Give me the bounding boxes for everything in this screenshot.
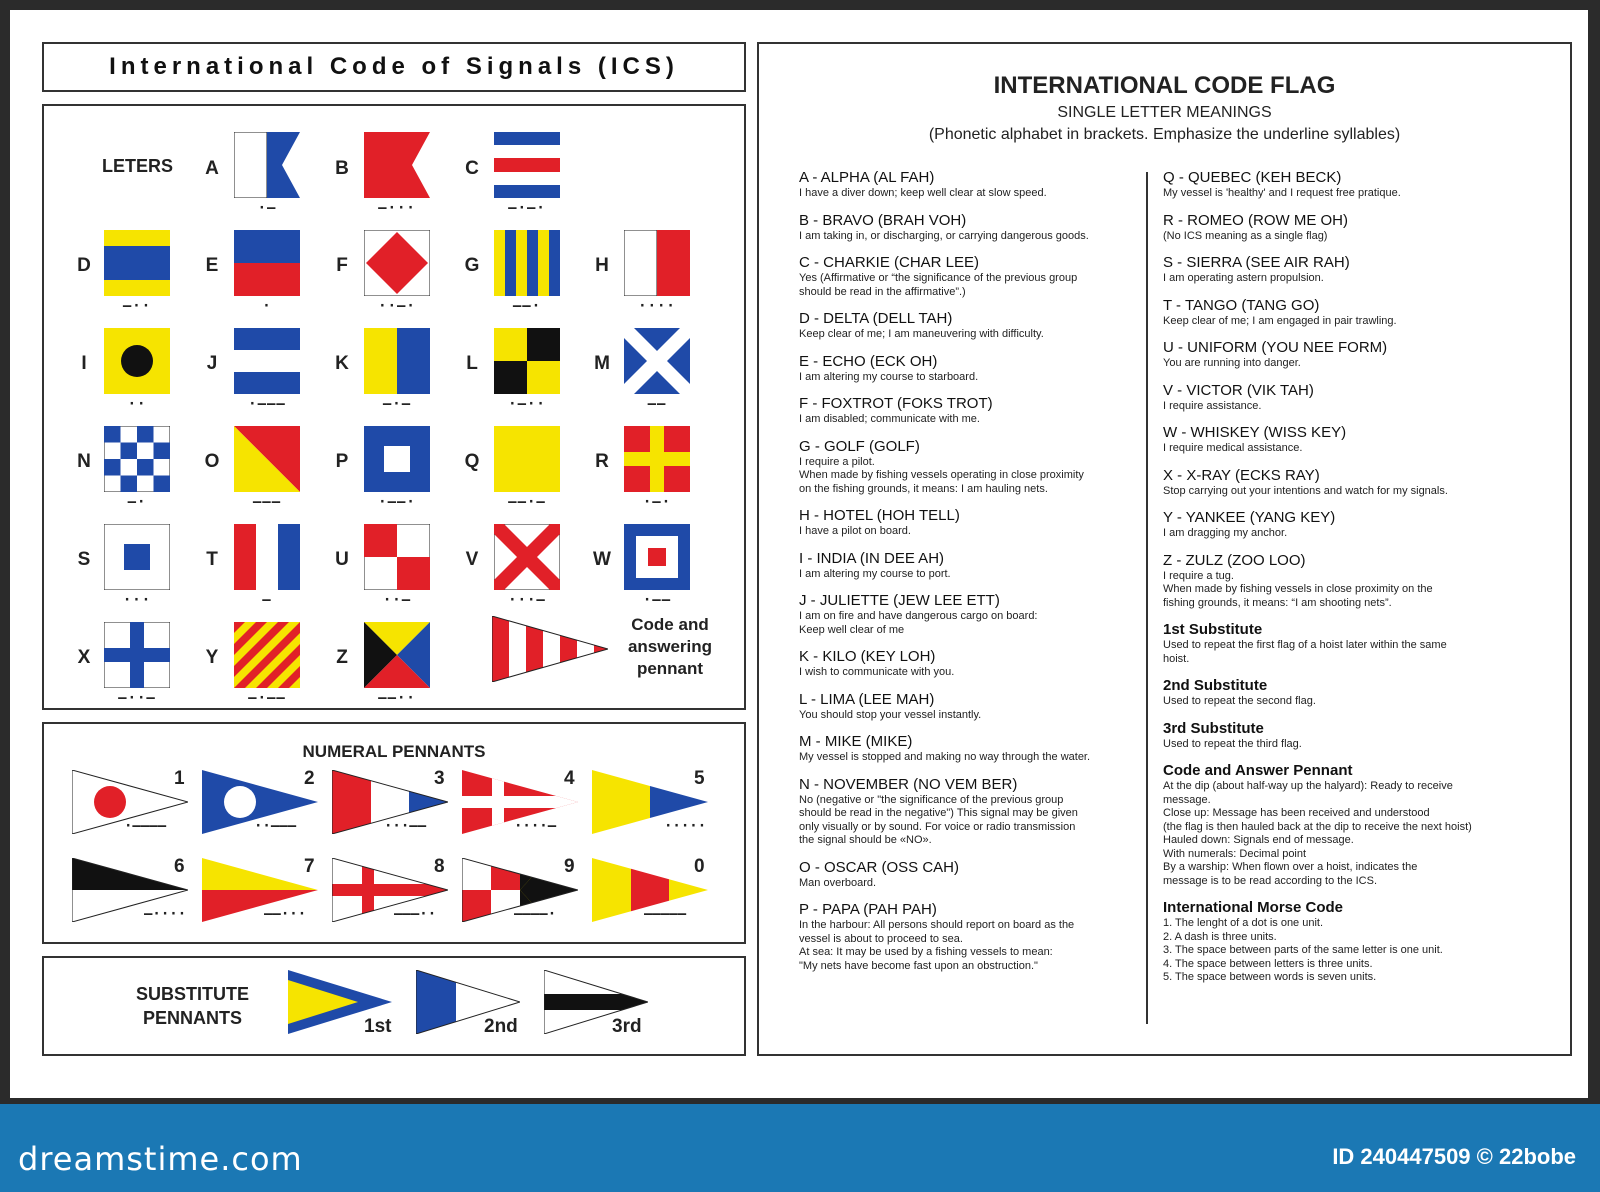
meaning-entry xyxy=(1163,253,1528,286)
pennant-6-morse: –···· xyxy=(144,906,187,922)
meaning-description-line: the signal should be «NO». xyxy=(799,834,932,846)
flag-yankee-icon xyxy=(234,622,300,688)
flag-golf-icon xyxy=(494,230,560,296)
flag-letter-c: C xyxy=(465,158,479,179)
chart-sheet xyxy=(10,10,1588,1098)
meaning-heading: H - HOTEL (HOH TELL) xyxy=(799,507,960,524)
brand-logo: dreamstime.com xyxy=(18,1140,303,1178)
morse-v: ···– xyxy=(508,592,546,608)
flag-letter-x: X xyxy=(77,647,91,668)
meaning-entry xyxy=(1163,620,1528,666)
meaning-description-line: I am disabled; communicate with me. xyxy=(799,413,980,425)
pennant-2-morse: ··––– xyxy=(254,818,297,834)
meaning-description-line: No (negative or "the significance of the previous group xyxy=(799,793,1064,806)
flag-quebec-icon xyxy=(494,426,560,492)
numeral-pennants-panel xyxy=(42,722,746,944)
morse-l: ·–·· xyxy=(508,396,546,412)
flag-tango-icon xyxy=(234,524,300,590)
meaning-heading: T - TANGO (TANG GO) xyxy=(1163,296,1320,314)
code-answering-pennant-icon xyxy=(492,616,608,682)
footer-bar xyxy=(0,1104,1600,1192)
meaning-entry xyxy=(799,211,1139,244)
flag-foxtrot-icon xyxy=(364,230,430,296)
flag-kilo-icon xyxy=(364,328,430,394)
flag-letter-g: G xyxy=(464,255,480,276)
meaning-entry xyxy=(1163,676,1528,709)
meaning-heading: 1st Substitute xyxy=(1163,621,1263,638)
meaning-heading: Y - YANKEE (YANG KEY) xyxy=(1163,509,1336,526)
meaning-description-line: I wish to communicate with you. xyxy=(799,666,955,678)
flag-juliett-icon xyxy=(234,328,300,394)
meaning-entry xyxy=(799,900,1139,973)
morse-f: ··–· xyxy=(378,298,416,314)
meaning-entry xyxy=(1163,423,1528,456)
meanings-panel xyxy=(757,42,1572,1056)
flag-november-icon xyxy=(104,426,170,492)
meaning-heading: K - KILO (KEY LOH) xyxy=(799,648,936,665)
pennant-5-number: 5 xyxy=(694,768,705,789)
letters-label: LETERS xyxy=(102,156,174,176)
meaning-heading: I - INDIA (IN DEE AH) xyxy=(799,549,945,567)
meaning-entry xyxy=(1163,719,1528,752)
substitute-1-label: 1st xyxy=(364,1016,392,1037)
meaning-description-line: Yes (Affirmative or “the significance of the previous group xyxy=(799,272,1078,284)
flag-letter-l: L xyxy=(466,353,478,374)
meaning-description-line: Keep well clear of me xyxy=(799,623,905,636)
meaning-description-line: on the fishing grounds, it means: I am hauling nets. xyxy=(799,482,1048,495)
meaning-heading: A - ALPHA (AL FAH) xyxy=(799,169,935,186)
meaning-entry xyxy=(1163,338,1528,371)
substitute-pennants-panel xyxy=(42,956,746,1056)
flag-delta-icon xyxy=(104,230,170,296)
morse-m: –– xyxy=(647,396,667,412)
pennant-4-morse: ····– xyxy=(514,818,557,834)
meaning-entry xyxy=(799,352,1139,385)
pennant-3-number: 3 xyxy=(434,768,445,789)
meaning-description-line: 1. The lenght of a dot is one unit. xyxy=(1163,917,1324,929)
meaning-heading: Z - ZULZ (ZOO LOO) xyxy=(1163,551,1306,569)
substitute-label-line2: PENNANTS xyxy=(143,1008,243,1028)
pennant-5-morse: ····· xyxy=(664,818,707,834)
pennant-4-number: 4 xyxy=(564,768,575,789)
pennant-0-morse: ––––– xyxy=(644,906,687,922)
meaning-description-line: I require medical assistance. xyxy=(1163,442,1303,454)
meaning-description-line: My vessel is stopped and making no way through the water. xyxy=(799,751,1091,763)
meanings-title: INTERNATIONAL CODE FLAG xyxy=(993,72,1336,99)
meaning-entry xyxy=(1163,551,1528,611)
meaning-description-line: 2. A dash is three units. xyxy=(1163,930,1277,943)
morse-i: ·· xyxy=(127,396,147,412)
pennant-6-number: 6 xyxy=(174,856,185,877)
meaning-description-line: hoist. xyxy=(1163,652,1190,665)
flag-oscar-icon xyxy=(234,426,300,492)
meaning-entry xyxy=(799,775,1139,848)
meaning-heading: O - OSCAR (OSS CAH) xyxy=(799,858,960,876)
meaning-description-line: 5. The space between words is seven units. xyxy=(1163,971,1377,983)
flag-letter-j: J xyxy=(206,353,218,374)
substitute-3-label: 3rd xyxy=(612,1016,642,1037)
flag-letter-k: K xyxy=(335,353,349,374)
meaning-heading: G - GOLF (GOLF) xyxy=(799,437,920,455)
meaning-entry xyxy=(1163,761,1528,888)
flag-letter-o: O xyxy=(204,451,220,472)
pennant-9-morse: ––––· xyxy=(514,906,557,922)
meaning-heading: J - JULIETTE (JEW LEE ETT) xyxy=(799,592,1000,609)
meaning-heading: X - X-RAY (ECKS RAY) xyxy=(1163,466,1320,484)
flag-zulu-icon xyxy=(364,622,430,688)
meaning-entry xyxy=(1163,211,1528,244)
meaning-description-line: Keep clear of me; I am engaged in pair trawling. xyxy=(1163,314,1397,327)
meaning-heading: S - SIERRA (SEE AIR RAH) xyxy=(1163,254,1350,271)
flag-letter-t: T xyxy=(206,549,218,570)
meaning-description-line: 4. The space between letters is three units. xyxy=(1163,957,1373,970)
meaning-description-line: I am altering my course to starboard. xyxy=(799,370,979,383)
meaning-heading: E - ECHO (ECK OH) xyxy=(799,352,938,370)
morse-a: ·– xyxy=(257,200,277,216)
meaning-entry xyxy=(799,591,1139,637)
meaning-description-line: I am dragging my anchor. xyxy=(1163,527,1288,539)
flag-letter-m: M xyxy=(594,353,610,374)
meaning-description-line: By a warship: When flown over a hoist, indicates the xyxy=(1163,861,1418,873)
morse-y: –·–– xyxy=(248,690,286,706)
meaning-entry xyxy=(799,858,1139,891)
flag-charlie-icon xyxy=(494,132,560,198)
flag-hotel-icon xyxy=(624,230,690,296)
morse-w: ·–– xyxy=(642,592,672,608)
meanings-column-left xyxy=(799,168,1139,983)
morse-j: ·––– xyxy=(248,396,286,412)
pennant-8-morse: –––·· xyxy=(394,906,437,922)
meaning-description-line: At the dip (about half-way up the halyard): Ready to receive xyxy=(1163,780,1453,792)
morse-z: ––·· xyxy=(378,690,416,706)
meaning-description-line: Used to repeat the first flag of a hoist later within the same xyxy=(1163,639,1447,651)
flag-uniform-icon xyxy=(364,524,430,590)
flag-letter-f: F xyxy=(336,255,348,276)
meaning-entry xyxy=(799,168,1139,201)
meaning-description-line: In the harbour: All persons should report on board as the xyxy=(799,919,1075,931)
pennant-7-morse: ––··· xyxy=(264,906,307,922)
meaning-heading: P - PAPA (PAH PAH) xyxy=(799,901,937,918)
meaning-description-line: When made by fishing vessels operating in close proximity xyxy=(799,469,1084,481)
flag-letter-p: P xyxy=(335,451,349,472)
morse-e: · xyxy=(262,298,272,314)
meaning-description-line: only visually or by sound. For voice or radio transmission xyxy=(799,820,1076,833)
morse-q: ––·– xyxy=(508,494,546,510)
meaning-heading: R - ROMEO (ROW ME OH) xyxy=(1163,211,1348,229)
meaning-description-line: You are running into danger. xyxy=(1163,357,1301,369)
meaning-heading: B - BRAVO (BRAH VOH) xyxy=(799,211,967,229)
meaning-entry xyxy=(1163,296,1528,329)
meaning-entry xyxy=(799,253,1139,299)
meaning-heading: D - DELTA (DELL TAH) xyxy=(799,310,953,327)
meaning-description-line: You should stop your vessel instantly. xyxy=(799,708,982,721)
meanings-subtitle: SINGLE LETTER MEANINGS xyxy=(1057,104,1272,121)
morse-g: ––· xyxy=(512,298,542,314)
meaning-entry xyxy=(1163,168,1528,201)
meaning-description-line: I am operating astern propulsion. xyxy=(1163,272,1324,284)
substitute-pennants-label xyxy=(136,982,249,1030)
morse-h: ···· xyxy=(638,298,676,314)
meaning-description-line: I am altering my course to port. xyxy=(799,567,951,580)
morse-r: ·–· xyxy=(642,494,672,510)
flag-letter-s: S xyxy=(77,549,91,570)
meaning-description-line: I require assistance. xyxy=(1163,399,1262,412)
pennant-8-number: 8 xyxy=(434,856,445,877)
image-id: ID 240447509 © 22bobe xyxy=(1332,1144,1576,1169)
meaning-description-line: Used to repeat the third flag. xyxy=(1163,737,1302,750)
morse-b: –··· xyxy=(378,200,416,216)
meaning-heading: L - LIMA (LEE MAH) xyxy=(799,690,935,708)
flag-echo-icon xyxy=(234,230,300,296)
meaning-description-line: should be read in the affirmative”.) xyxy=(799,285,966,298)
meaning-description-line: I require a pilot. xyxy=(799,455,875,468)
substitute-label-line1: SUBSTITUTE xyxy=(136,984,250,1004)
flag-romeo-icon xyxy=(624,426,690,492)
meaning-description-line: Keep clear of me; I am maneuvering with difficulty. xyxy=(799,328,1044,340)
morse-d: –·· xyxy=(122,298,152,314)
meaning-description-line: vessel is about to proceed to sea. xyxy=(799,932,963,945)
pennant-9-number: 9 xyxy=(564,856,575,877)
meaning-entry xyxy=(799,549,1139,582)
meaning-description-line: I require a tug. xyxy=(1163,569,1234,582)
meaning-description-line: Man overboard. xyxy=(799,876,877,889)
flag-victor-icon xyxy=(494,524,560,590)
morse-p: ·––· xyxy=(378,494,416,510)
meaning-description-line: "My nets have become fast upon an obstruction." xyxy=(799,959,1038,972)
meaning-description-line: Used to repeat the second flag. xyxy=(1163,695,1316,707)
meaning-description-line: Hauled down: Signals end of message. xyxy=(1163,834,1354,846)
meaning-description-line: (the flag is then hauled back at the dip to receive the next hoist) xyxy=(1163,820,1472,833)
flag-papa-icon xyxy=(364,426,430,492)
numeral-pennants-title: NUMERAL PENNANTS xyxy=(302,742,486,761)
meaning-description-line: message is to be read according to the ICS. xyxy=(1163,874,1378,887)
meaning-heading: V - VICTOR (VIK TAH) xyxy=(1163,381,1314,399)
flag-letter-d: D xyxy=(77,255,91,276)
flag-whiskey-icon xyxy=(624,524,690,590)
meaning-entry xyxy=(799,690,1139,723)
morse-o: ––– xyxy=(252,494,282,510)
meaning-heading: 3rd Substitute xyxy=(1163,719,1264,737)
flag-letter-q: Q xyxy=(464,451,480,472)
flag-letter-w: W xyxy=(593,549,611,570)
meaning-heading: C - CHARKIE (CHAR LEE) xyxy=(799,254,980,271)
flag-letter-n: N xyxy=(77,451,91,472)
pennant-1-morse: ·–––– xyxy=(124,818,167,834)
meaning-description-line: I have a diver down; keep well clear at slow speed. xyxy=(799,187,1047,199)
meanings-note: (Phonetic alphabet in brackets. Emphasize the underline syllables) xyxy=(928,126,1401,143)
meaning-description-line: Close up: Message has been received and understood xyxy=(1163,807,1430,819)
morse-t: – xyxy=(262,592,272,608)
meaning-description-line: I am on fire and have dangerous cargo on board: xyxy=(799,610,1038,622)
substitute-2-label: 2nd xyxy=(484,1016,518,1037)
flag-letter-b: B xyxy=(335,158,349,179)
flag-letter-e: E xyxy=(205,255,219,276)
flag-letter-z: Z xyxy=(336,647,348,668)
meaning-entry xyxy=(799,732,1139,765)
flag-alpha-icon xyxy=(234,132,300,198)
pennant-3-morse: ···–– xyxy=(384,818,427,834)
flag-mike-icon xyxy=(624,328,690,394)
meaning-entry xyxy=(1163,381,1528,414)
meaning-heading: 2nd Substitute xyxy=(1163,677,1268,694)
meaning-description-line: I am taking in, or discharging, or carrying dangerous goods. xyxy=(799,229,1089,242)
meaning-entry xyxy=(799,647,1139,680)
meaning-description-line: Stop carrying out your intentions and watch for my signals. xyxy=(1163,484,1448,497)
morse-s: ··· xyxy=(122,592,152,608)
morse-x: –··– xyxy=(118,690,156,706)
morse-u: ··– xyxy=(382,592,412,608)
meaning-description-line: My vessel is 'healthy' and I request free pratique. xyxy=(1163,187,1401,199)
flag-letter-y: Y xyxy=(205,647,219,668)
flag-letter-h: H xyxy=(595,255,609,276)
meaning-description-line: message. xyxy=(1163,793,1211,806)
letters-panel xyxy=(42,104,746,710)
meaning-description-line: fishing grounds, it means: “I am shooting nets”. xyxy=(1163,596,1392,609)
flag-letter-u: U xyxy=(335,549,349,570)
meaning-description-line: With numerals: Decimal point xyxy=(1163,847,1307,860)
pennant-7-number: 7 xyxy=(304,856,315,877)
flag-letter-v: V xyxy=(465,549,479,570)
morse-n: –· xyxy=(127,494,147,510)
flag-letter-r: R xyxy=(595,451,609,472)
flag-india-icon xyxy=(104,328,170,394)
meaning-heading: Q - QUEBEC (KEH BECK) xyxy=(1163,169,1342,186)
meaning-entry xyxy=(799,394,1139,427)
meaning-entry xyxy=(1163,508,1528,541)
meaning-heading: Code and Answer Pennant xyxy=(1163,762,1353,779)
meaning-heading: F - FOXTROT (FOKS TROT) xyxy=(799,395,993,412)
morse-k: –·– xyxy=(382,396,412,412)
flag-letter-a: A xyxy=(205,158,219,179)
meaning-heading: N - NOVEMBER (NO VEM BER) xyxy=(799,775,1018,793)
pennant-1-number: 1 xyxy=(174,768,185,789)
meaning-description-line: At sea: It may be used by a fishing vessels to mean: xyxy=(799,946,1053,958)
meaning-description-line: I have a pilot on board. xyxy=(799,525,911,537)
meaning-entry xyxy=(1163,466,1528,499)
meaning-heading: W - WHISKEY (WISS KEY) xyxy=(1163,424,1347,441)
pennant-0-number: 0 xyxy=(694,856,705,877)
flag-xray-icon xyxy=(104,622,170,688)
meaning-entry xyxy=(799,506,1139,539)
flag-letter-i: I xyxy=(81,353,87,374)
meaning-description-line: 3. The space between parts of the same letter is one unit. xyxy=(1163,944,1443,956)
meaning-heading: M - MIKE (MIKE) xyxy=(799,733,913,750)
flag-lima-icon xyxy=(494,328,560,394)
meaning-heading: U - UNIFORM (YOU NEE FORM) xyxy=(1163,339,1388,356)
meanings-column-right xyxy=(1163,168,1528,995)
morse-c: –·–· xyxy=(508,200,546,216)
meaning-description-line: (No ICS meaning as a single flag) xyxy=(1163,229,1328,242)
flag-bravo-icon xyxy=(364,132,430,198)
column-divider xyxy=(1146,172,1148,1024)
meaning-description-line: should be read in the negative") This signal may be given xyxy=(799,807,1078,819)
meaning-description-line: When made by fishing vessels in close proximity on the xyxy=(1163,583,1433,595)
pennant-2-number: 2 xyxy=(304,768,315,789)
flag-sierra-icon xyxy=(104,524,170,590)
meaning-entry xyxy=(799,437,1139,497)
meaning-entry xyxy=(1163,898,1528,985)
meaning-entry xyxy=(799,309,1139,342)
ics-title: International Code of Signals (ICS) xyxy=(42,42,746,92)
code-answering-label: Code and answering pennant xyxy=(627,615,713,678)
meaning-heading: International Morse Code xyxy=(1163,899,1344,916)
